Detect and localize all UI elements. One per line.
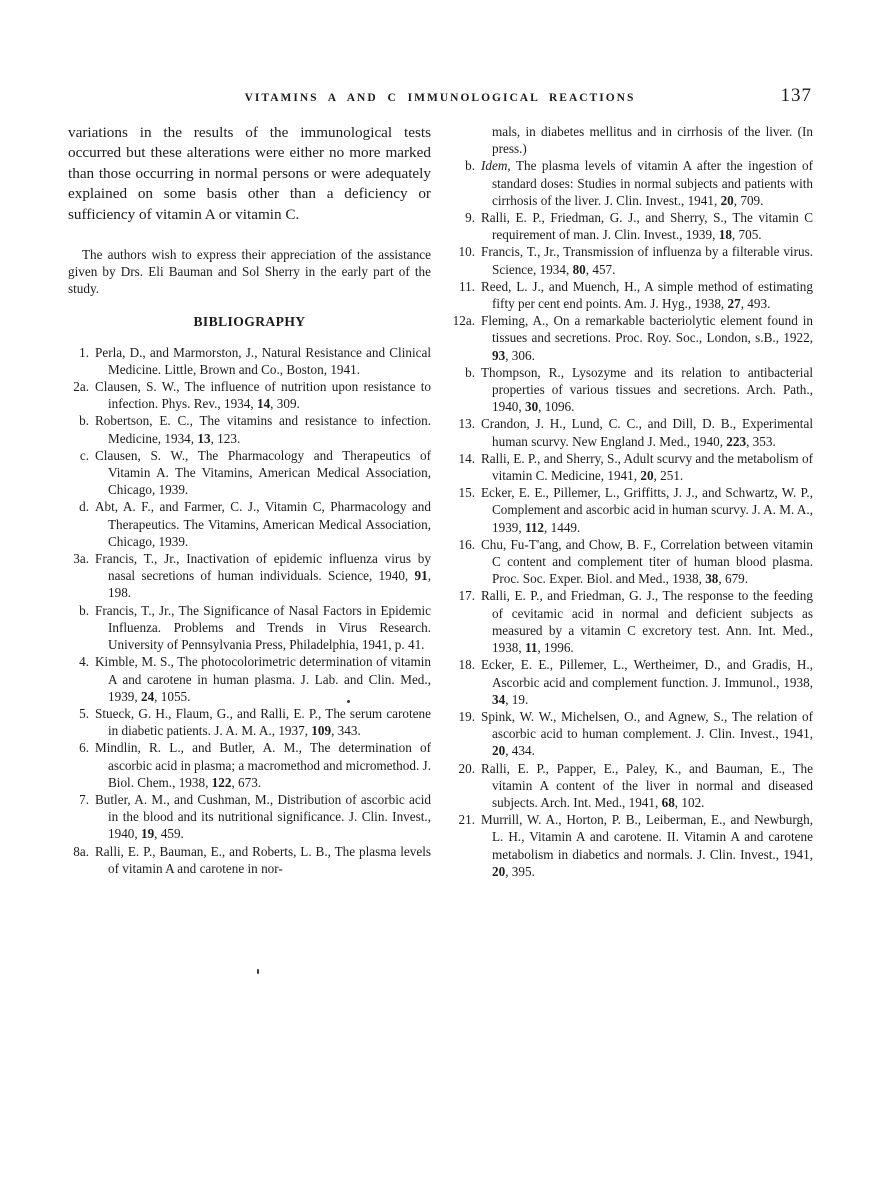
bibliography-entry <box>448 209 813 243</box>
entry-label: 17. <box>458 588 475 604</box>
entry-label: d. <box>79 499 89 515</box>
bibliography-entry <box>68 653 431 705</box>
bibliography-entry <box>448 536 813 588</box>
entry-text: Ralli, E. P., Papper, E., Paley, K., and Bauman, E., The vitamin A content of the liver in normal and diseased subjects. Arch. Int. Med., 1941, 68, 102. <box>481 760 813 810</box>
running-head-title: VITAMINS A AND C IMMUNOLOGICAL REACTIONS <box>244 92 636 104</box>
bibliography-entry <box>448 708 813 760</box>
bibliography-entry <box>448 656 813 708</box>
entry-label: 20. <box>458 760 475 776</box>
entry-text: Stueck, G. H., Flaum, G., and Ralli, E. P., The serum carotene in diabetic patients. J. A. M. A., 1937, 109, 343. <box>95 705 431 739</box>
entry-text: Kimble, M. S., The photocolorimetric determination of vitamin A and carotene in human plasma. J. Lab. and Clin. Med., 1939, 24, 1055. <box>95 654 431 704</box>
entry-text: mals, in diabetes mellitus and in cirrhosis of the liver. (In press.) <box>492 124 813 157</box>
entry-label: 5. <box>79 705 89 721</box>
entry-text: Clausen, S. W., The Pharmacology and Therapeutics of Vitamin A. The Vitamins, American Medical Association, Chicago, 1939. <box>95 447 431 498</box>
entry-label: 3a. <box>73 551 89 567</box>
entry-text: Ecker, E. E., Pillemer, L., Wertheimer, D., and Gradis, H., Ascorbic acid and complement function. J. Immunol., 1938, 34, 19. <box>481 657 813 707</box>
entry-text: Idem, The plasma levels of vitamin A after the ingestion of standard doses: Studies in normal subjects and patients with cirrhosis of the liver. J. Clin. Invest., 1941, 20, 709. <box>481 158 813 208</box>
bibliography-entry <box>448 157 813 209</box>
bibliography-entry <box>448 364 813 416</box>
entry-text: Butler, A. M., and Cushman, M., Distribution of ascorbic acid in the blood and its nutritional significance. J. Clin. Invest., 1940, 19, 459. <box>95 791 431 842</box>
entry-label: 14. <box>458 450 475 466</box>
entry-label: 6. <box>79 740 89 756</box>
entry-label: b. <box>79 413 89 429</box>
bibliography-entry <box>448 811 813 880</box>
entry-text: Reed, L. J., and Muench, H., A simple method of estimating fifty per cent end points. Am. J. Hyg., 1938, 27, 493. <box>481 278 813 312</box>
bibliography-entry <box>68 344 431 378</box>
bibliography-entry <box>68 378 431 412</box>
right-column <box>448 123 813 880</box>
entry-text: Thompson, R., Lysozyme and its relation to antibacterial properties of various tissues and secretions. Arch. Path., 1940, 30, 1096. <box>481 364 813 415</box>
entry-label: c. <box>79 447 89 463</box>
entry-label: 18. <box>458 657 475 673</box>
entry-text: Francis, T., Jr., The Significance of Nasal Factors in Epidemic Influenza. Problems and Trends in Virus Research. University of Pennsylvania Press, Philadelphia, 1941, p. 41. <box>95 602 431 653</box>
entry-label: b. <box>465 158 475 174</box>
entry-label: 21. <box>458 812 475 828</box>
entry-text: Chu, Fu-T'ang, and Chow, B. F., Correlation between vitamin C content and complement titer of human blood plasma. Proc. Soc. Exper. Biol. and Med., 1938, 38, 679. <box>481 536 813 587</box>
bibliography-entry <box>448 312 813 364</box>
bibliography-list-right <box>448 123 813 880</box>
page-number: 137 <box>780 85 812 106</box>
running-header <box>68 86 812 110</box>
entry-label: 8a. <box>73 843 89 859</box>
bibliography-entry <box>68 498 431 550</box>
bibliography-entry <box>448 278 813 312</box>
bibliography-entry <box>448 760 813 812</box>
bibliography-entry <box>68 550 431 602</box>
bibliography-entry <box>448 243 813 277</box>
entry-text: Murrill, W. A., Horton, P. B., Leiberman, E., and Newburgh, L. H., Vitamin A and carotene. II. Vitamin A and carotene metabolism in diabetics and normals. J. Clin. Invest., 1941, 20, 395. <box>481 812 813 879</box>
bibliography-entry <box>448 415 813 449</box>
entry-text: Robertson, E. C., The vitamins and resistance to infection. Medicine, 1934, 13, 123. <box>95 413 431 446</box>
entry-text: Ralli, E. P., and Friedman, G. J., The response to the feeding of cevitamic acid in normal and deficient subjects as measured by a vitamin C excretory test. Ann. Int. Med., 1938, 11, 1996. <box>481 588 813 656</box>
bibliography-entry <box>68 843 431 877</box>
bibliography-entry <box>68 602 431 654</box>
entry-text: Ralli, E. P., Friedman, G. J., and Sherry, S., The vitamin C requirement of man. J. Clin. Invest., 1939, 18, 705. <box>481 210 813 243</box>
entry-label: 11. <box>459 278 475 294</box>
entry-label: 19. <box>458 708 475 724</box>
bibliography-list-left <box>68 344 431 877</box>
entry-label: 1. <box>79 344 89 360</box>
entry-label: 12a. <box>452 313 475 329</box>
entry-text: Fleming, A., On a remarkable bacteriolytic element found in tissues and secretions. Proc. Roy. Soc., London, s.B., 1922, 93, 306. <box>481 313 813 363</box>
entry-label: b. <box>465 364 475 380</box>
entry-label: 4. <box>79 654 89 670</box>
entry-label: 15. <box>458 485 475 501</box>
left-column <box>68 123 431 877</box>
entry-text: Francis, T., Jr., Transmission of influenza by a filterable virus. Science, 1934, 80, 457. <box>481 244 813 277</box>
entry-text: Ralli, E. P., and Sherry, S., Adult scurvy and the metabolism of vitamin C. Medicine, 1941, 20, 251. <box>481 450 813 484</box>
bibliography-entry <box>68 412 431 446</box>
bibliography-heading: BIBLIOGRAPHY <box>193 313 306 329</box>
entry-label: 13. <box>458 416 475 432</box>
entry-label: 7. <box>79 791 89 807</box>
entry-text: Francis, T., Jr., Inactivation of epidemic influenza virus by nasal secretions of human individuals. Science, 1940, 91, 198. <box>95 551 431 601</box>
entry-label: b. <box>79 602 89 618</box>
bibliography-entry <box>68 705 431 739</box>
bibliography-entry <box>448 484 813 536</box>
entry-label: 10. <box>458 244 475 260</box>
scan-speck <box>257 969 259 974</box>
entry-text: Crandon, J. H., Lund, C. C., and Dill, D. B., Experimental human scurvy. New England J. Med., 1940, 223, 353. <box>481 416 813 449</box>
entry-text: Ecker, E. E., Pillemer, L., Griffitts, J. J., and Schwartz, W. P., Complement and ascorbic acid in human scurvy. J. A. M. A., 1939, 112, 1449. <box>481 485 813 535</box>
acknowledgment-paragraph: The authors wish to express their appreciation of the assistance given by Drs. Eli Bauman and Sol Sherry in the early part of the study. <box>68 247 431 297</box>
entry-text: Clausen, S. W., The influence of nutrition upon resistance to infection. Phys. Rev., 1934, 14, 309. <box>95 379 431 412</box>
scan-speck <box>347 700 350 703</box>
entry-label: 9. <box>465 210 475 226</box>
bibliography-entry <box>448 587 813 656</box>
bibliography-entry <box>68 791 431 843</box>
entry-label: 16. <box>458 536 475 552</box>
body-paragraph: variations in the results of the immunological tests occurred but these alterations were either no more marked than those occurring in normal persons or were adequately explained on some basis other than a deficiency or sufficiency of vitamin A or vitamin C. <box>68 124 431 223</box>
entry-text: Abt, A. F., and Farmer, C. J., Vitamin C, Pharmacology and Therapeutics. The Vitamins, American Medical Association, Chicago, 1939. <box>95 499 431 549</box>
entry-text: Ralli, E. P., Bauman, E., and Roberts, L. B., The plasma levels of vitamin A and carotene in nor- <box>95 843 431 876</box>
bibliography-entry <box>448 450 813 484</box>
bibliography-entry <box>448 123 813 157</box>
entry-text: Mindlin, R. L., and Butler, A. M., The determination of ascorbic acid in plasma; a macromethod and micromethod. J. Biol. Chem., 1938, 122, 673. <box>95 740 431 790</box>
entry-label: 2a. <box>73 379 89 395</box>
entry-text: Perla, D., and Marmorston, J., Natural Resistance and Clinical Medicine. Little, Brown and Co., Boston, 1941. <box>95 344 431 377</box>
bibliography-entry <box>68 447 431 499</box>
bibliography-entry <box>68 739 431 791</box>
entry-text: Spink, W. W., Michelsen, O., and Agnew, S., The relation of ascorbic acid to human complement. J. Clin. Invest., 1941, 20, 434. <box>481 708 813 759</box>
